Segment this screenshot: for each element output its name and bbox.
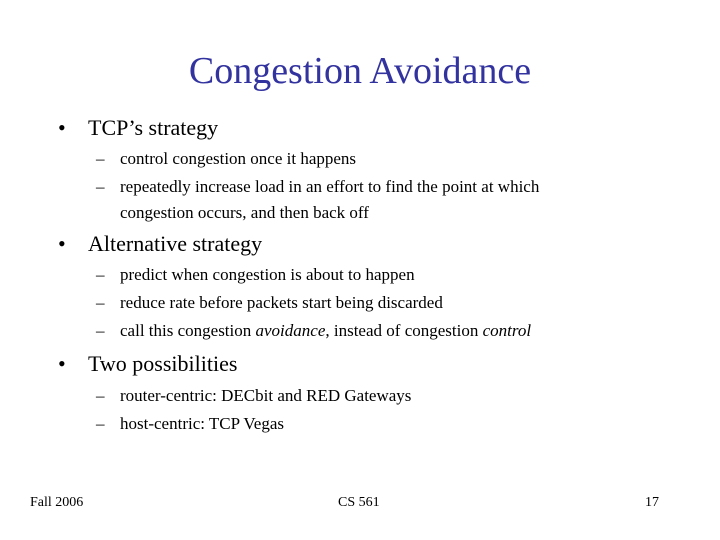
dash-glyph: – xyxy=(96,177,105,196)
slide-title: Congestion Avoidance xyxy=(188,50,532,92)
bullet-two-possibilities xyxy=(58,350,237,378)
bullet-glyph: • xyxy=(58,231,66,256)
emphasis-avoidance: avoidance xyxy=(255,321,326,340)
sub-item xyxy=(96,174,539,226)
sub-item-text-mid: , instead of congestion xyxy=(325,321,483,340)
footer-page-number: 17 xyxy=(645,495,659,510)
bullet-text: Two possibilities xyxy=(88,351,238,376)
bullet-tcp-strategy xyxy=(58,114,218,142)
bullet-alternative-strategy xyxy=(58,230,262,258)
sub-item-text: host-centric: TCP Vegas xyxy=(120,414,284,433)
bullet-text: Alternative strategy xyxy=(88,231,263,256)
dash-glyph: – xyxy=(96,386,105,405)
sub-item xyxy=(96,146,356,172)
sub-item xyxy=(96,383,411,409)
sub-item xyxy=(96,290,443,316)
sub-item-text: reduce rate before packets start being discarded xyxy=(120,293,443,312)
sub-item-text: router-centric: DECbit and RED Gateways xyxy=(120,386,412,405)
sub-item xyxy=(96,411,284,437)
sub-item xyxy=(96,318,531,344)
sub-item-text: control congestion once it happens xyxy=(120,149,357,168)
footer-date: Fall 2006 xyxy=(30,495,84,510)
footer-course: CS 561 xyxy=(338,495,380,510)
sub-item-text: repeatedly increase load in an effort to find the point at which xyxy=(120,177,540,196)
dash-glyph: – xyxy=(96,265,105,284)
sub-item-text-pre: call this congestion xyxy=(120,321,256,340)
dash-glyph: – xyxy=(96,149,105,168)
sub-item-text: predict when congestion is about to happen xyxy=(120,265,415,284)
sub-item xyxy=(96,262,415,288)
emphasis-control: control xyxy=(482,321,532,340)
dash-glyph: – xyxy=(96,293,105,312)
bullet-glyph: • xyxy=(58,115,66,140)
bullet-text: TCP’s strategy xyxy=(88,115,219,140)
bullet-glyph: • xyxy=(58,351,66,376)
sub-item-continuation: congestion occurs, and then back off xyxy=(120,203,369,222)
dash-glyph: – xyxy=(96,414,105,433)
dash-glyph: – xyxy=(96,321,105,340)
